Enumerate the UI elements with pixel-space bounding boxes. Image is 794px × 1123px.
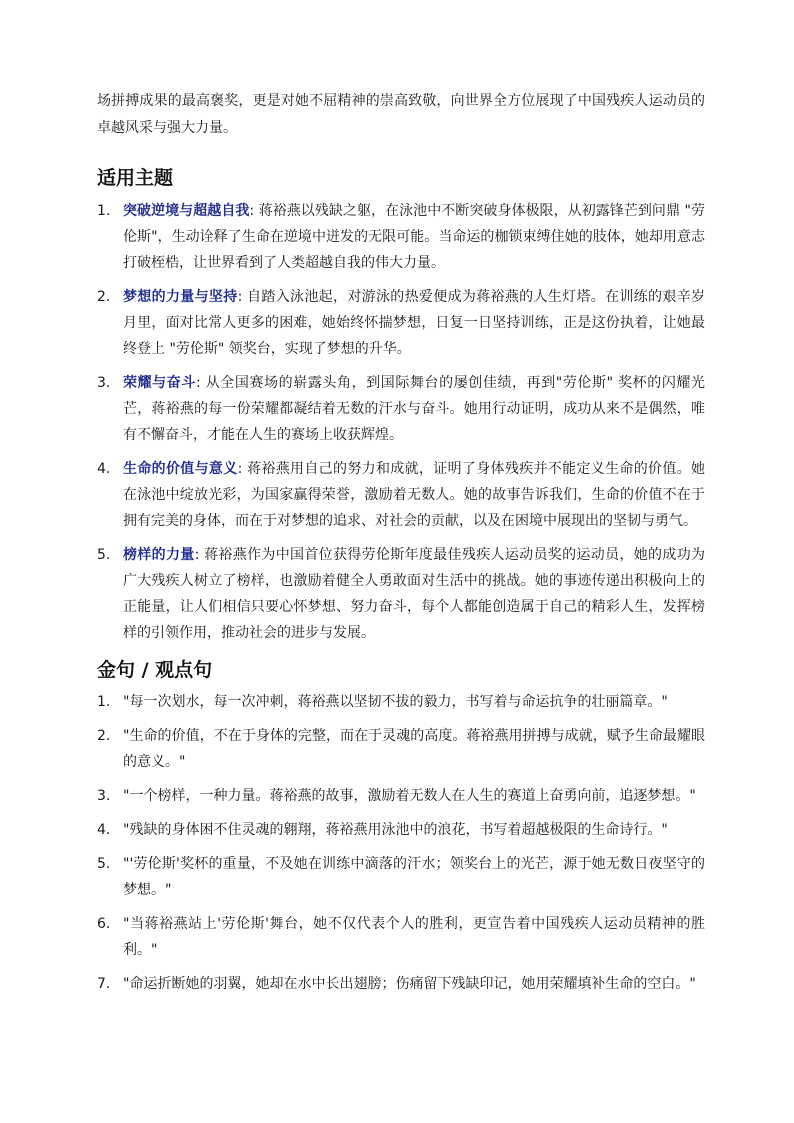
quote-text: "命运折断她的羽翼，她却在水中长出翅膀；伤痛留下残缺印记，她用荣耀填补生命的空白。" <box>123 976 696 992</box>
list-number: 3. <box>97 375 111 391</box>
quote-text: "当蒋裕燕站上'劳伦斯'舞台，她不仅代表个人的胜利，更宣告着中国残疾人运动员精神的胜利。" <box>123 916 705 958</box>
theme-title: 榜样的力量 <box>123 547 195 563</box>
theme-item <box>97 198 705 276</box>
theme-colon: : <box>249 203 259 219</box>
list-number: 3. <box>97 788 111 804</box>
quote-text: "'劳伦斯'奖杯的重量，不及她在训练中滴落的汗水；领奖台上的光芒，源于她无数日夜坚守的梦想。" <box>123 856 705 898</box>
quote-item <box>97 971 705 997</box>
list-number: 1. <box>97 694 111 710</box>
theme-colon: : <box>237 289 248 305</box>
quote-item <box>97 723 705 775</box>
quote-item <box>97 689 705 715</box>
document-page <box>97 88 705 1005</box>
theme-title: 梦想的力量与坚持 <box>123 289 238 305</box>
theme-colon: : <box>195 375 206 391</box>
quote-text: "一个榜样，一种力量。蒋裕燕的故事，激励着无数人在人生的赛道上奋勇向前，追逐梦想。" <box>123 788 696 804</box>
theme-colon: : <box>237 461 248 477</box>
list-number: 5. <box>97 856 111 872</box>
quotes-heading: 金句 / 观点句 <box>97 659 213 681</box>
list-number: 6. <box>97 916 111 932</box>
theme-text: 蒋裕燕以残缺之躯，在泳池中不断突破身体极限，从初露锋芒到问鼎 "劳伦斯"，生动诠释了生命在逆境中迸发的无限可能。当命运的枷锁束缚住她的肢体，她却用意志打破桎梏，让世界看到了人类超越自我的伟大力量。 <box>123 203 706 271</box>
themes-list <box>97 198 705 646</box>
theme-item <box>97 456 705 534</box>
theme-title: 生命的价值与意义 <box>123 461 238 477</box>
list-number: 1. <box>97 203 111 219</box>
list-number: 4. <box>97 822 111 838</box>
quote-text: "残缺的身体困不住灵魂的翱翔，蒋裕燕用泳池中的浪花，书写着超越极限的生命诗行。" <box>123 822 668 838</box>
quote-item <box>97 911 705 963</box>
theme-colon: : <box>194 547 205 563</box>
theme-item <box>97 284 705 362</box>
intro-paragraph: 场拼搏成果的最高褒奖，更是对她不屈精神的崇高致敬，向世界全方位展现了中国残疾人运动员的卓越风采与强大力量。 <box>97 93 705 136</box>
list-number: 2. <box>97 728 111 744</box>
quote-item <box>97 851 705 903</box>
theme-text: 自踏入泳池起，对游泳的热爱便成为蒋裕燕的人生灯塔。在训练的艰辛岁月里，面对比常人更多的困难，她始终怀揣梦想，日复一日坚持训练，正是这份执着，让她最终登上 "劳伦斯" 领奖台，实现了梦想的升华。 <box>123 289 706 357</box>
theme-text: 蒋裕燕作为中国首位获得劳伦斯年度最佳残疾人运动员奖的运动员，她的成功为广大残疾人树立了榜样，也激励着健全人勇敢面对生活中的挑战。她的事迹传递出积极向上的正能量，让人们相信只要心怀梦想、努力奋斗，每个人都能创造属于自己的精彩人生，发挥榜样的引领作用，推动社会的进步与发展。 <box>123 547 706 641</box>
theme-text: 蒋裕燕用自己的努力和成就，证明了身体残疾并不能定义生命的价值。她在泳池中绽放光彩，为国家赢得荣誉，激励着无数人。她的故事告诉我们，生命的价值不在于拥有完美的身体，而在于对梦想的追求、对社会的贡献，以及在困境中展现出的坚韧与勇气。 <box>123 461 706 529</box>
quotes-list <box>97 689 705 997</box>
theme-title: 荣耀与奋斗 <box>123 375 196 391</box>
theme-item <box>97 542 705 646</box>
list-number: 4. <box>97 461 111 477</box>
list-number: 5. <box>97 547 111 563</box>
list-number: 7. <box>97 976 111 992</box>
themes-heading: 适用主题 <box>97 167 174 189</box>
theme-title: 突破逆境与超越自我 <box>123 203 250 219</box>
theme-item <box>97 370 705 448</box>
list-number: 2. <box>97 289 111 305</box>
theme-text: 从全国赛场的崭露头角，到国际舞台的屡创佳绩，再到"劳伦斯" 奖杯的闪耀光芒，蒋裕燕的每一份荣耀都凝结着无数的汗水与奋斗。她用行动证明，成功从来不是偶然，唯有不懈奋斗，才能在人生的赛场上收获辉煌。 <box>123 375 706 443</box>
quote-text: "每一次划水，每一次冲刺，蒋裕燕以坚韧不拔的毅力，书写着与命运抗争的壮丽篇章。" <box>123 694 668 710</box>
quote-text: "生命的价值，不在于身体的完整，而在于灵魂的高度。蒋裕燕用拼搏与成就，赋予生命最耀眼的意义。" <box>123 728 705 770</box>
quote-item <box>97 817 705 843</box>
quote-item <box>97 783 705 809</box>
